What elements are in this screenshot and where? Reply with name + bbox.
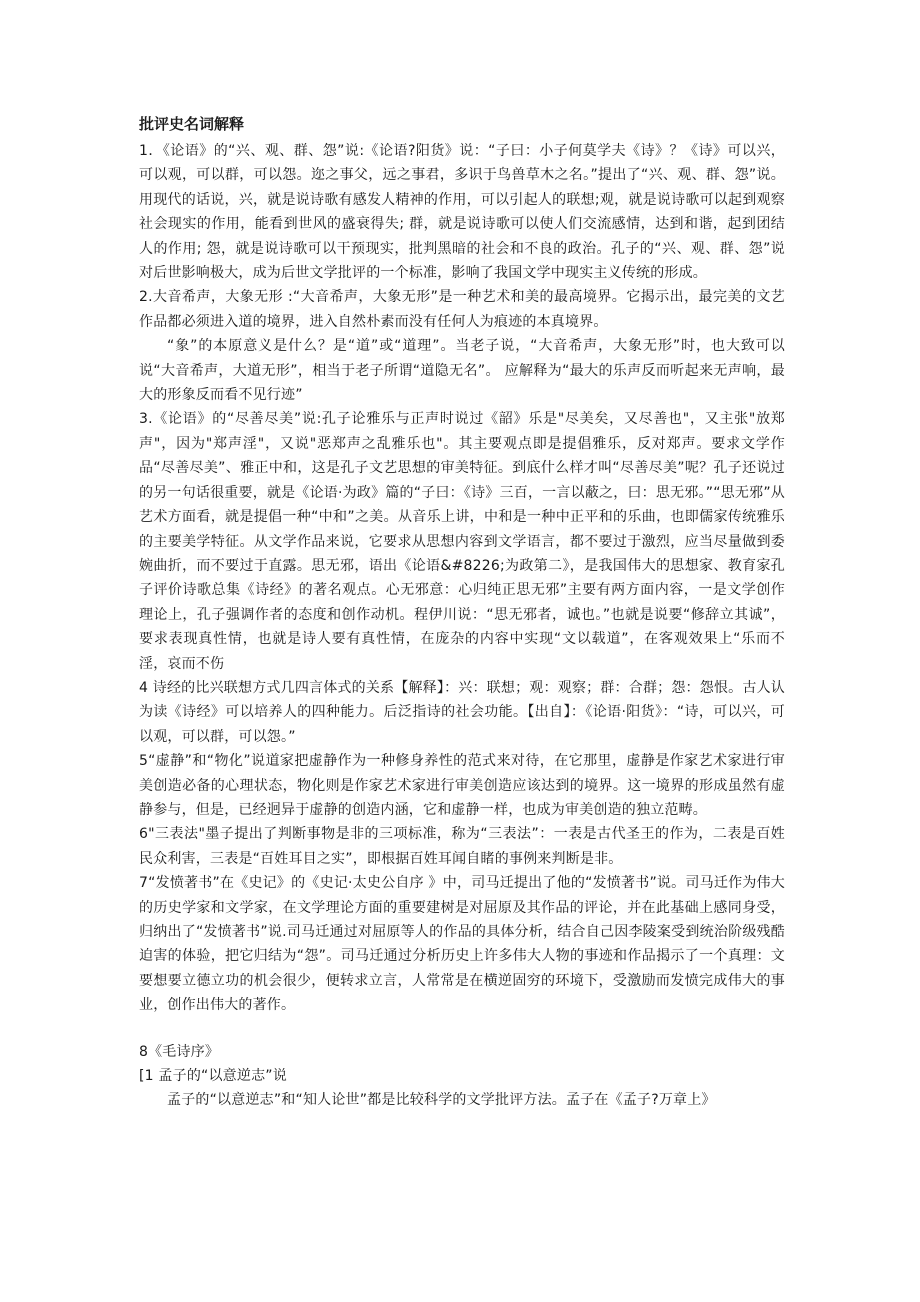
paragraph-5: 5“虚静”和“物化”说道家把虚静作为一种修身养性的范式来对待，在它那里，虚静是作家艺术家进行审美创造必备的心理状态，物化则是作家艺术家进行审美创造应该达到的境界。这一境界的形成虽然有虚静参与，但是，已经迥异于虚静的创造内涵，它和虚静一样，也成为审美创造的独立范畴。 bbox=[139, 753, 785, 818]
document-title: 批评史名词解释 bbox=[139, 115, 245, 133]
paragraph-mencius: 孟子的“以意逆志”和“知人论世”都是比较科学的文学批评方法。孟子在《孟子?万章上》 bbox=[167, 1092, 716, 1109]
paragraph-4: 4 诗经的比兴联想方式几四言体式的关系【解释】：兴：联想；观：观察；群：合群；怨：怨恨。古人认为读《诗经》可以培养人的四种能力。后泛指诗的社会功能。【出自】：《论语·阳货》：“诗，可以兴，可以观，可以群，可以怨。” bbox=[139, 679, 785, 745]
section-heading-8: 8《毛诗序》 bbox=[139, 1043, 220, 1060]
paragraph-1: 1．《论语》的“兴、观、群、怨”说:《论语?阳货》说：“子曰：小子何莫学夫《诗》？《诗》可以兴，可以观，可以群，可以怨。迩之事父，远之事君，多识于鸟兽草木之名。”提出了“兴、观、群、怨”说。用现代的话说，兴，就是说诗歌有感发人精神的作用，可以引起人的联想;观，就是说诗歌可以起到观察社会现实的作用，能看到世风的盛衰得失; 群，就是说诗歌可以使人们交流感情，达到和谐，起到团结人的作用; 怨，就是说诗歌可以干预现实，批判黑暗的社会和不良的政治。孔子的“兴、观、群、怨”说对后世影响极大，成为后世文学批评的一个标准，影响了我国文学中现实主义传统的形成。 bbox=[139, 143, 785, 282]
paragraph-3: 3.《论语》的“尽善尽美”说:孔子论雅乐与正声时说过《韶》乐是"尽美矣，又尽善也"，又主张"放郑声"，因为"郑声淫"，又说"恶郑声之乱雅乐也"。其主要观点即是提倡雅乐，反对郑声。要求文学作品“尽善尽美”、雅正中和，这是孔子文艺思想的审美特征。到底什么样才叫“尽善尽美”呢？孔子还说过的另一句话很重要，就是《论语·为政》篇的“子曰：《诗》三百，一言以蔽之，曰：思无邪。”“思无邪”从艺术方面看，就是提倡一种“中和”之美。从音乐上讲，中和是一种中正平和的乐曲，也即儒家传统雅乐的主要美学特征。从文学作品来说，它要求从思想内容到文学语言，都不要过于激烈，应当尽量做到委婉曲折，而不要过于直露。思无邪，语出《论语&#8226;为政第二》，是我国伟大的思想家、教育家孔子评价诗歌总集《诗经》的著名观点。心无邪意：心归纯正思无邪”主要有两方面内容，一是文学创作理论上，孔子强调作者的态度和创作动机。程伊川说：“思无邪者，诚也。”也就是说要“修辞立其诚”，要求表现真性情，也就是诗人要有真性情，在庞杂的内容中实现“文以载道”，在客观效果上“乐而不淫，哀而不伤 bbox=[139, 411, 785, 672]
document-body bbox=[139, 113, 785, 1113]
paragraph-2: 2.大音希声，大象无形 :“大音希声，大象无形”是一种艺术和美的最高境界。它揭示出，最完美的文艺作品都必须进入道的境界，进入自然朴素而没有任何人为痕迹的本真境界。 bbox=[139, 289, 785, 330]
blank-line bbox=[139, 1018, 785, 1040]
paragraph-2-explanation: “象”的本原意义是什么？是“道”或“道理”。当老子说，“大音希声，大象无形”时，也大致可以说“大音希声，大道无形”，相当于老子所谓“道隐无名”。 应解释为“最大的乐声反而听起来无声响，最大的形象反而看不见行迹” bbox=[139, 338, 785, 404]
subsection-heading-1: [1 孟子的“以意逆志”说 bbox=[139, 1068, 287, 1085]
paragraph-7: 7“发愤著书”在《史记》的《史记·太史公自序 》中，司马迁提出了他的“发愤著书”说。司马迁作为伟大的历史学家和文学家，在文学理论方面的重要建树是对屈原及其作品的评论，并在此基础上感同身受，归纳出了“发愤著书”说.司马迁通过对屈原等人的作品的具体分析，结合自己因李陵案受到统治阶级残酷迫害的体验，把它归结为“怨”。司马迁通过分析历史上许多伟大人物的事迹和作品揭示了一个真理：文要想要立德立功的机会很少，便转求立言，人常常是在横逆固穷的环境下，受激励而发愤完成伟大的事业，创作出伟大的著作。 bbox=[139, 875, 785, 1014]
paragraph-6: 6"三表法"墨子提出了判断事物是非的三项标准，称为“三表法”：一表是古代圣王的作为，二表是百姓民众利害，三表是“百姓耳目之实”，即根据百姓耳闻自睹的事例来判断是非。 bbox=[139, 826, 785, 867]
